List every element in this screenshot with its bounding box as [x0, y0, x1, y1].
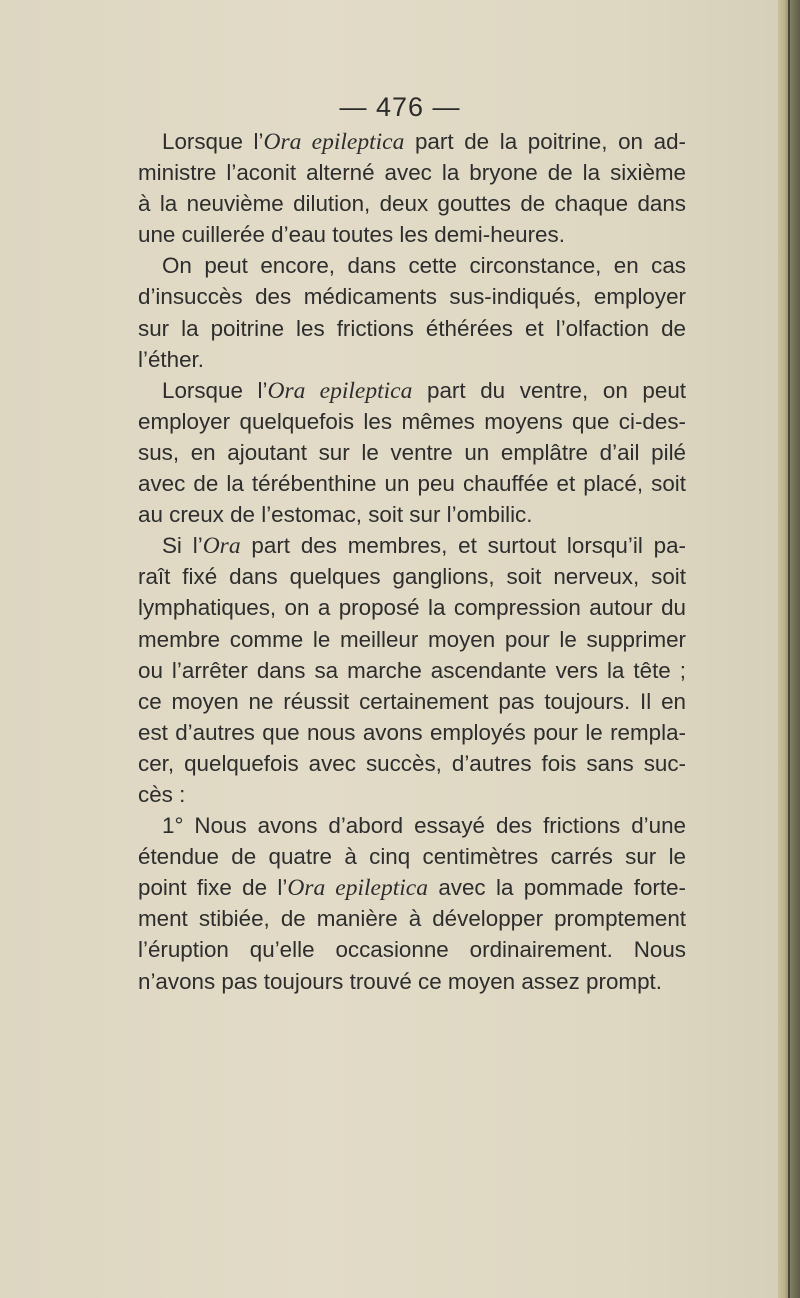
text-line [138, 592, 686, 623]
text-line [138, 903, 686, 934]
text-fragment: ce moyen ne réussit certainement pas toujours. Il en [138, 688, 686, 714]
text-line [138, 841, 686, 872]
text-line [138, 344, 686, 375]
text-fragment: d’insuccès des médicaments sus-indiqués, employer [138, 284, 686, 310]
text-line [138, 219, 686, 250]
italic-term: Ora [202, 533, 241, 560]
text-line [138, 281, 686, 312]
text-fragment: part de la poitrine, on ad- [404, 129, 687, 154]
text-fragment: cès : [138, 781, 186, 807]
text-fragment: Lorsque l’ [162, 129, 264, 154]
body-text [138, 126, 686, 997]
text-line [138, 313, 686, 344]
text-fragment: part des membres, et surtout lorsqu’il pa- [240, 533, 686, 559]
text-fragment: lymphatiques, on a proposé la compression autour du [138, 595, 686, 621]
text-fragment: membre comme le meilleur moyen pour le supprimer [138, 626, 686, 652]
text-line [138, 872, 686, 903]
italic-term: Ora epileptica [267, 377, 413, 404]
text-fragment: l’éther. [138, 346, 204, 372]
text-fragment: part du ventre, on peut [412, 377, 686, 403]
text-fragment: une cuillerée d’eau toutes les demi-heures. [138, 222, 565, 248]
text-fragment: avec la pommade forte- [427, 875, 687, 901]
text-line [138, 966, 686, 997]
page-number: — 476 — [339, 92, 461, 122]
text-fragment: l’éruption qu’elle occasionne ordinairement. Nous [138, 937, 686, 963]
text-line [138, 810, 686, 841]
text-fragment: On peut encore, dans cette circonstance, en cas [162, 253, 686, 279]
text-fragment: ministre l’aconit alterné avec la bryone de la sixième [138, 160, 686, 186]
text-line [138, 686, 686, 717]
text-fragment: n’avons pas toujours trouvé ce moyen assez prompt. [138, 968, 662, 994]
text-fragment: cer, quelquefois avec succès, d’autres fois sans suc- [138, 750, 686, 776]
text-line [138, 934, 686, 965]
text-fragment: Si l’ [162, 533, 203, 559]
text-line [138, 561, 686, 592]
text-line [138, 126, 686, 157]
text-fragment: ment stibiée, de manière à développer promptement [138, 906, 686, 932]
text-fragment: Lorsque l’ [162, 377, 268, 403]
text-fragment: avec de la térébenthine un peu chauffée et placé, soit [138, 471, 686, 497]
text-line [138, 406, 686, 437]
text-line [138, 655, 686, 686]
text-line [138, 748, 686, 779]
binding-line [788, 0, 790, 1298]
text-fragment: à la neuvième dilution, deux gouttes de chaque dans [138, 191, 686, 217]
text-fragment: 1° Nous avons d’abord essayé des frictions d’une [162, 813, 686, 839]
text-line [138, 530, 686, 561]
text-fragment: sur la poitrine les frictions éthérées et l’olfaction de [138, 315, 686, 341]
text-line [138, 250, 686, 281]
text-line [138, 717, 686, 748]
italic-term: Ora epileptica [287, 875, 428, 902]
text-line [138, 157, 686, 188]
text-fragment: au creux de l’estomac, soit sur l’ombilic. [138, 502, 533, 528]
text-line [138, 437, 686, 468]
text-fragment: raît fixé dans quelques ganglions, soit nerveux, soit [138, 564, 686, 590]
text-line [138, 188, 686, 219]
text-line [138, 624, 686, 655]
text-fragment: employer quelquefois les mêmes moyens que ci-des- [138, 408, 686, 434]
text-fragment: point fixe de l’ [138, 875, 288, 901]
text-line [138, 499, 686, 530]
text-fragment: étendue de quatre à cinq centimètres carrés sur le [138, 844, 686, 870]
text-line [138, 468, 686, 499]
text-line [138, 375, 686, 406]
text-fragment: sus, en ajoutant sur le ventre un emplâtre d’ail pilé [138, 439, 686, 465]
text-line [138, 779, 686, 810]
text-fragment: est d’autres que nous avons employés pour le rempla- [138, 719, 686, 745]
text-fragment: ou l’arrêter dans sa marche ascendante vers la tête ; [138, 657, 686, 683]
italic-term: Ora epileptica [263, 129, 405, 155]
